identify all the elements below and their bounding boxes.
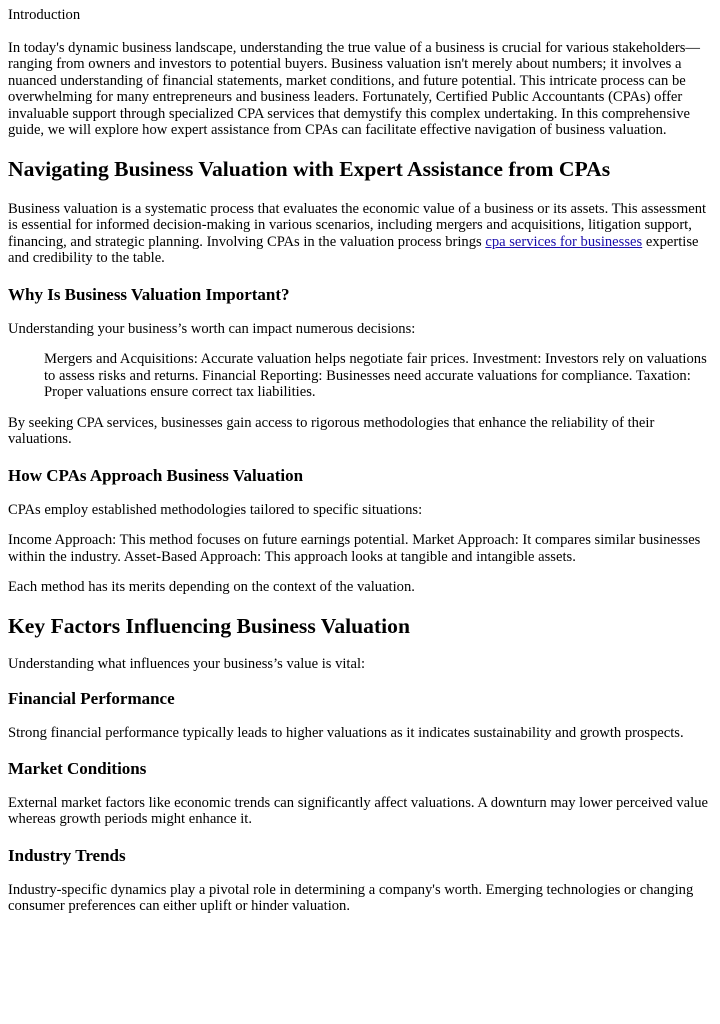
why-paragraph: Understanding your business’s worth can impact numerous decisions: <box>8 320 416 337</box>
industry-trends-paragraph: Industry-specific dynamics play a pivotal role in determining a company's worth. Emerging technologies or changing consumer preferences can either uplift or hinder valuation. <box>8 881 694 914</box>
how-closing-paragraph: Each method has its merits depending on the context of the valuation. <box>8 579 415 595</box>
section-heading-key-factors: Key Factors Influencing Business Valuation <box>8 613 410 638</box>
valuation-overview-paragraph <box>8 201 712 267</box>
intro-paragraph: In today's dynamic business landscape, understanding the true value of a business is crucial for various stakeholders—ranging from owners and investors to potential buyers. Business valuation isn't merely about numbers; it involves a nuanced understanding of financial statements, market conditions, and future potential. This intricate process can be overwhelming for many entrepreneurs and business leaders. Fortunately, Certified Public Accountants (CPAs) offer invaluable support through specialized CPA services that demystify this complex undertaking. In this comprehensive guide, we will explore how expert assistance from CPAs can facilitate effective navigation of business valuation. <box>8 39 701 138</box>
subheading-how-cpas-approach: How CPAs Approach Business Valuation <box>8 465 304 485</box>
subheading-why-important: Why Is Business Valuation Important? <box>8 284 290 304</box>
article <box>0 7 720 915</box>
subheading-market-conditions: Market Conditions <box>8 758 147 778</box>
financial-performance-paragraph: Strong financial performance typically leads to higher valuations as it indicates sustainability and growth prospects. <box>8 725 684 741</box>
section-heading-navigating: Navigating Business Valuation with Expert Assistance from CPAs <box>8 156 611 181</box>
cpa-services-link[interactable]: cpa services for businesses <box>485 233 643 250</box>
intro-label: Introduction <box>8 7 81 23</box>
overview-text-end: expertise and credibility to the table. <box>8 233 699 266</box>
key-factors-paragraph: Understanding what influences your business’s value is vital: <box>8 655 366 672</box>
how-paragraph: CPAs employ established methodologies tailored to specific situations: <box>8 501 423 518</box>
overview-text-start: Business valuation is a systematic process that evaluates the economic value of a business or its assets. This assessment is essential for informed decision-making in various scenarios, including mergers and acquisitions, litigation support, financing, and strategic planning. Involving CPAs in the valuation process brings <box>8 200 707 250</box>
subheading-industry-trends: Industry Trends <box>8 845 126 865</box>
subheading-financial-performance: Financial Performance <box>8 689 175 708</box>
why-closing-paragraph: By seeking CPA services, businesses gain access to rigorous methodologies that enhance the reliability of their valuations. <box>8 414 655 447</box>
why-reasons-quote: Mergers and Acquisitions: Accurate valuation helps negotiate fair prices. Investment: Investors rely on valuations to assess risks and returns. Financial Reporting: Businesses need accurate valuations for compliance. Taxation: Proper valuations ensure correct tax liabilities. <box>44 351 707 400</box>
market-conditions-paragraph: External market factors like economic trends can significantly affect valuations. A downturn may lower perceived value whereas growth periods might enhance it. <box>8 794 708 827</box>
approaches-paragraph: Income Approach: This method focuses on future earnings potential. Market Approach: It compares similar businesses within the industry. Asset-Based Approach: This approach looks at tangible and intangible assets. <box>8 532 701 565</box>
